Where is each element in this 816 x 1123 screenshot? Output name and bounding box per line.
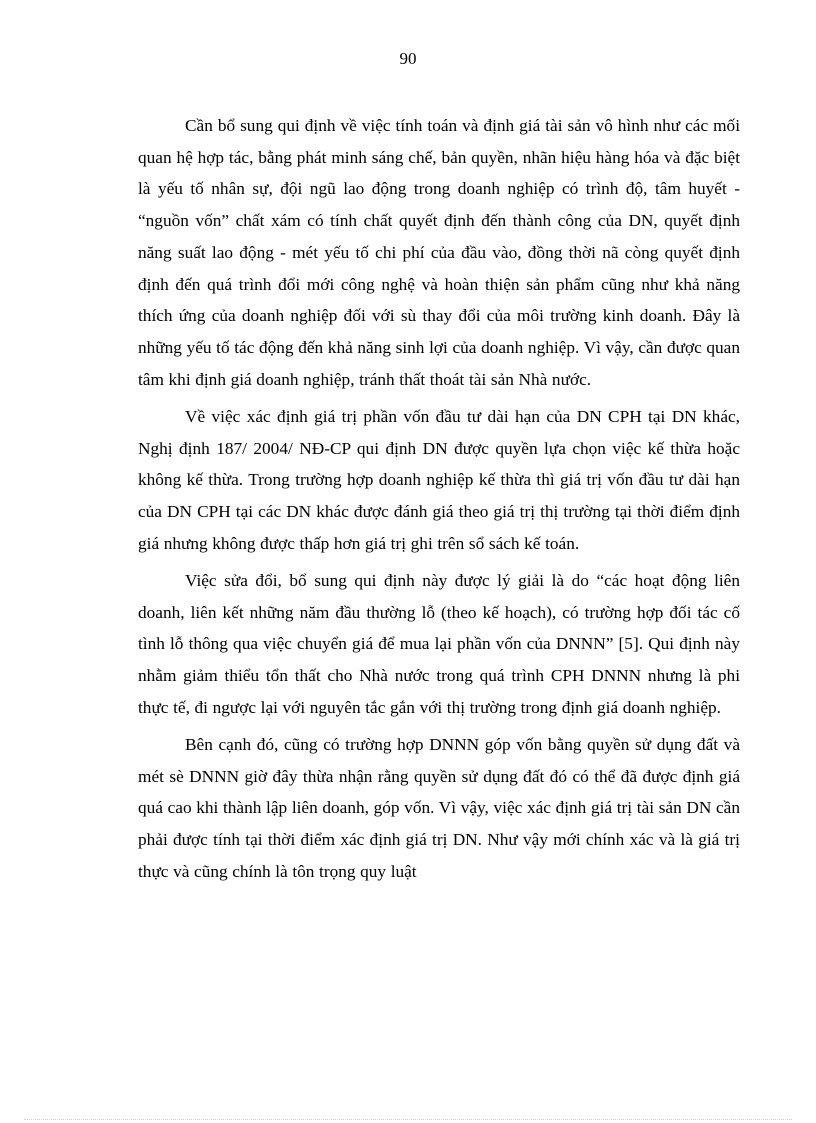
footer-divider: [24, 1119, 792, 1120]
paragraph-land-use-rights: Bên cạnh đó, cũng có trường hợp DNNN góp vốn bằng quyền sử dụng đất và mét sè DNNN giờ đây thừa nhận rằng quyền sử dụng đất đó có thể đã được định giá quá cao khi thành lập liên doanh, góp vốn. Vì vậy, việc xác định giá trị tài sản DN cần phải được tính tại thời điểm xác định giá trị DN. Như vậy mới chính xác và là giá trị thực và cũng chính là tôn trọng quy luật: [138, 734, 740, 881]
paragraph-regulation-rationale: Việc sửa đổi, bổ sung qui định này được lý giải là do “các hoạt động liên doanh, liên kết những năm đầu thường lỗ (theo kế hoạch), có trường hợp đối tác cố tình lỗ thông qua việc chuyển giá để mua lại phần vốn của DNNN” [5]. Qui định này nhằm giảm thiểu tổn thất cho Nhà nước trong quá trình CPH DNNN nhưng là phi thực tế, đi ngược lại với nguyên tắc gắn với thị trường trong định giá doanh nghiệp.: [138, 570, 740, 717]
page-number: 90: [399, 49, 417, 68]
paragraph-intangible-assets: Cần bổ sung qui định về việc tính toán và định giá tài sản vô hình như các mối quan hệ hợp tác, bằng phát minh sáng chế, bản quyền, nhãn hiệu hàng hóa và đặc biệt là yếu tố nhân sự, đội ngũ lao động trong doanh nghiệp có trình độ, tâm huyết - “nguồn vốn” chất xám có tính chất quyết định đến thành công của DN, quyết định năng suất lao động - mét yếu tố chi phí của đầu vào, đồng thời nã còng quyết định định đến quá trình đổi mới công nghệ và hoàn thiện sản phẩm cũng như khả năng thích ứng của doanh nghiệp đối với sù thay đổi của môi trường kinh doanh. Đây là những yếu tố tác động đến khả năng sinh lợi của doanh nghiệp. Vì vậy, cần được quan tâm khi định giá doanh nghiệp, tránh thất thoát tài sản Nhà nước.: [138, 116, 740, 389]
paragraph-long-term-investment: Về việc xác định giá trị phần vốn đầu tư dài hạn của DN CPH tại DN khác, Nghị định 187/ 2004/ NĐ-CP qui định DN được quyền lựa chọn việc kế thừa hoặc không kế thừa. Trong trường hợp doanh nghiệp kế thừa thì giá trị vốn đầu tư dài hạn của DN CPH tại các DN khác được đánh giá theo giá trị thị trường tại thời điểm định giá nhưng không được thấp hơn giá trị ghi trên sổ sách kế toán.: [138, 406, 740, 553]
document-body: [138, 110, 740, 893]
